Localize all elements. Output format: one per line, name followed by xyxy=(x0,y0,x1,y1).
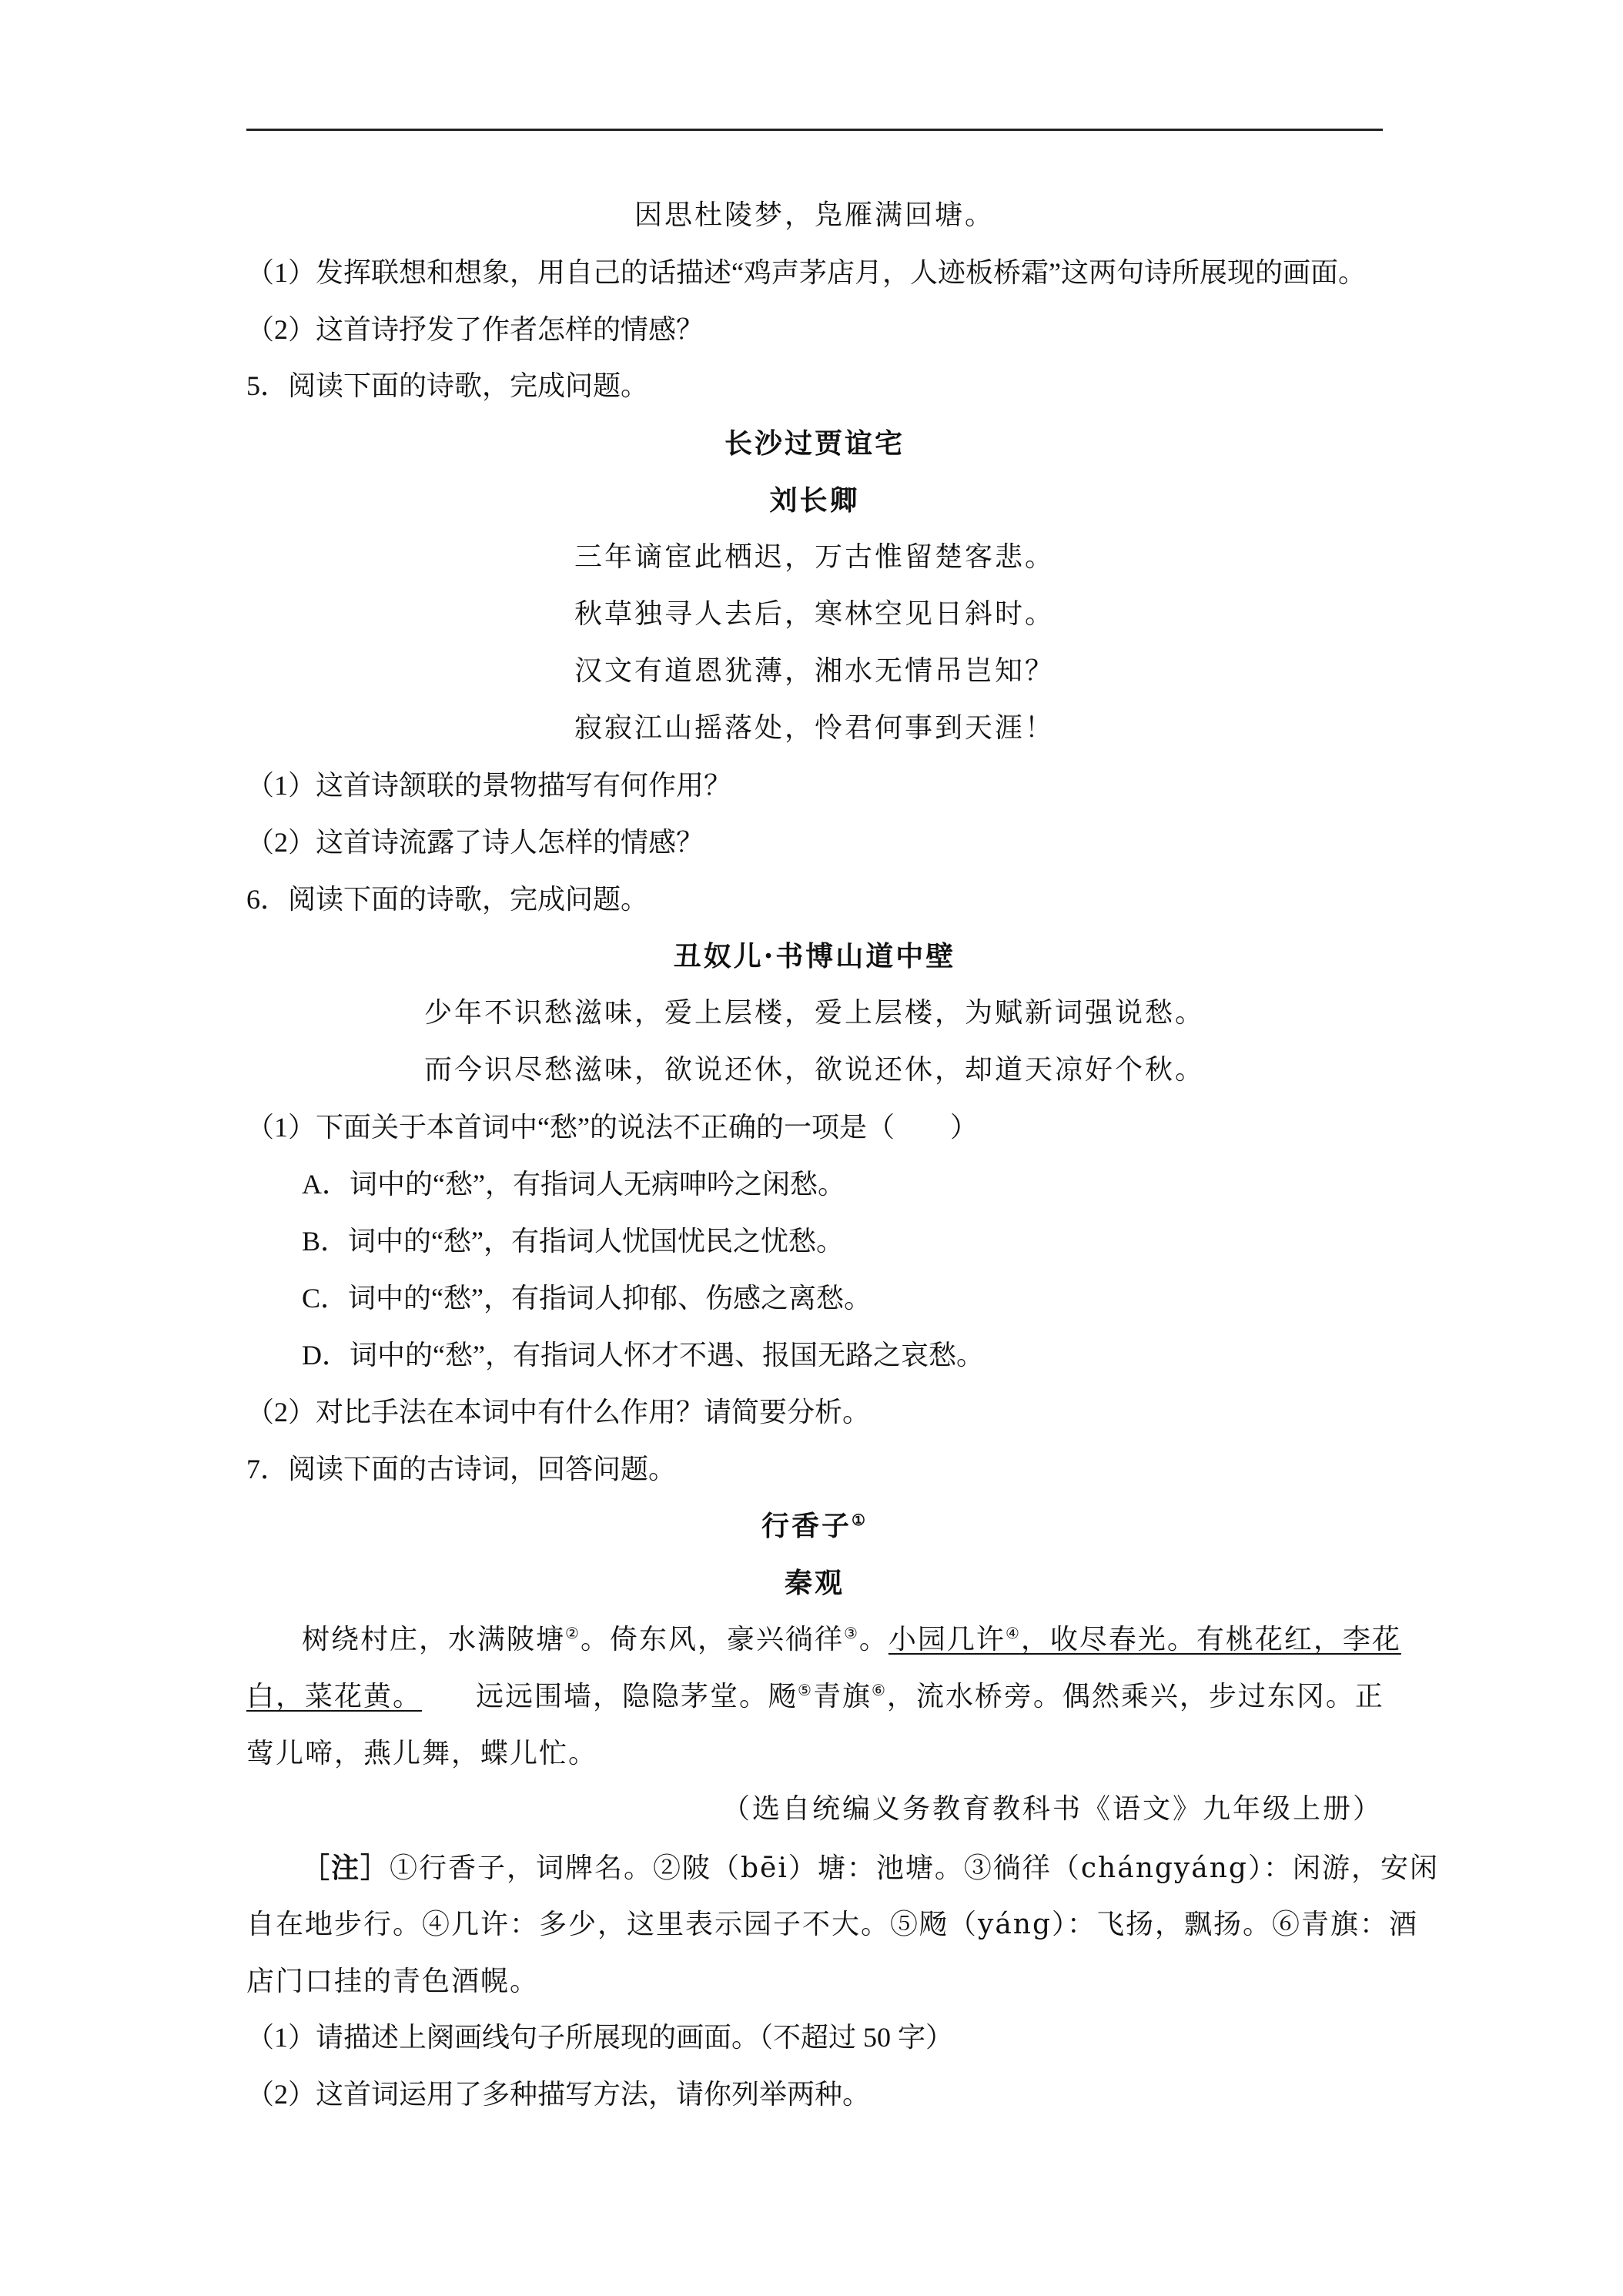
notes-line-2: 自在地步行。④几许：多少，这里表示园子不大。⑤飏（yáng）：飞扬，飘扬。⑥青旗：酒 xyxy=(246,1909,1419,1940)
poem-line: 因思杜陵梦，凫雁满回塘。 xyxy=(634,199,995,231)
footnote-marker: ③ xyxy=(843,1624,859,1642)
question-5-sub-2: （2）这首诗流露了诗人怎样的情感？ xyxy=(246,827,704,858)
option-b: B．词中的“愁”，有指词人忧国忧民之忧愁。 xyxy=(302,1226,844,1257)
option-a: A．词中的“愁”，有指词人无病呻吟之闲愁。 xyxy=(302,1169,845,1200)
option-c: C．词中的“愁”，有指词人抑郁、伤感之离愁。 xyxy=(302,1283,872,1314)
poem-line: 三年谪宦此栖迟，万古惟留楚客悲。 xyxy=(574,541,1055,573)
poem-line: 秋草独寻人去后，寒林空见日斜时。 xyxy=(574,598,1055,630)
underlined-text: 白，菜花黄。 xyxy=(246,1681,423,1712)
footnote-marker: ⑥ xyxy=(871,1681,887,1699)
question-6-sub-2: （2）对比手法在本词中有什么作用？请简要分析。 xyxy=(246,1397,871,1427)
option-d: D．词中的“愁”，有指词人怀才不遇、报国无路之哀愁。 xyxy=(302,1340,984,1371)
notes-line-1: ［注］①行香子，词牌名。②陂（bēi）塘：池塘。③徜徉（chángyáng）：闲游，安闲 xyxy=(302,1852,1439,1884)
footnote-marker: ④ xyxy=(1005,1624,1021,1642)
question-7-stem: 7．阅读下面的古诗词，回答问题。 xyxy=(246,1454,677,1484)
underlined-text: 小园几许④，收尽春光。有桃花红，李花 xyxy=(888,1624,1401,1655)
poem-title: 长沙过贾谊宅 xyxy=(724,427,905,460)
poem-author: 刘长卿 xyxy=(769,484,860,517)
poem-title: 丑奴儿·书博山道中壁 xyxy=(673,940,956,972)
question-6-stem: 6．阅读下面的诗歌，完成问题。 xyxy=(246,884,649,915)
poem-line: 而今识尽愁滋味，欲说还休，欲说还休，却道天凉好个秋。 xyxy=(423,1054,1205,1086)
footnote-marker: ② xyxy=(565,1624,581,1642)
question-4-sub-1: （1）发挥联想和想象，用自己的话描述“鸡声茅店月，人迹板桥霜”这两句诗所展现的画面。 xyxy=(246,257,1366,288)
question-5-sub-1: （1）这首诗颔联的景物描写有何作用？ xyxy=(246,770,732,801)
poem-title: 行香子① xyxy=(761,1510,868,1542)
question-7-sub-2: （2）这首词运用了多种描写方法，请你列举两种。 xyxy=(246,2079,871,2110)
footnote-marker: ⑤ xyxy=(798,1681,813,1699)
poem-line: 汉文有道恩犹薄，湘水无情吊岂知？ xyxy=(574,655,1055,687)
poem-line: 寂寂江山摇落处，怜君何事到天涯！ xyxy=(574,712,1055,744)
poem-body-line-2: 白，菜花黄。 远远围墙，隐隐茅堂。飏⑤青旗⑥，流水桥旁。偶然乘兴，步过东冈。正 xyxy=(246,1681,1384,1712)
question-4-sub-2: （2）这首诗抒发了作者怎样的情感？ xyxy=(246,314,704,345)
question-5-stem: 5．阅读下面的诗歌，完成问题。 xyxy=(246,370,649,401)
notes-line-3: 店门口挂的青色酒幌。 xyxy=(246,1966,540,1997)
footnote-marker: ① xyxy=(852,1511,868,1529)
poem-line: 少年不识愁滋味，爱上层楼，爱上层楼，为赋新词强说愁。 xyxy=(423,997,1205,1029)
question-7-sub-1: （1）请描述上阕画线句子所展现的画面。（不超过 50 字） xyxy=(246,2022,954,2053)
poem-body-line-3: 莺儿啼，燕儿舞，蝶儿忙。 xyxy=(246,1738,598,1769)
header-rule xyxy=(246,129,1383,131)
source-citation: （选自统编义务教育教科书《语文》九年级上册） xyxy=(721,1793,1383,1825)
question-6-sub-1: （1）下面关于本首词中“愁”的说法不正确的一项是（ ） xyxy=(246,1112,978,1143)
poem-author: 秦观 xyxy=(784,1567,845,1599)
poem-body-line-1: 树绕村庄，水满陂塘②。倚东风，豪兴徜徉③。小园几许④，收尽春光。有桃花红，李花 xyxy=(302,1624,1401,1655)
